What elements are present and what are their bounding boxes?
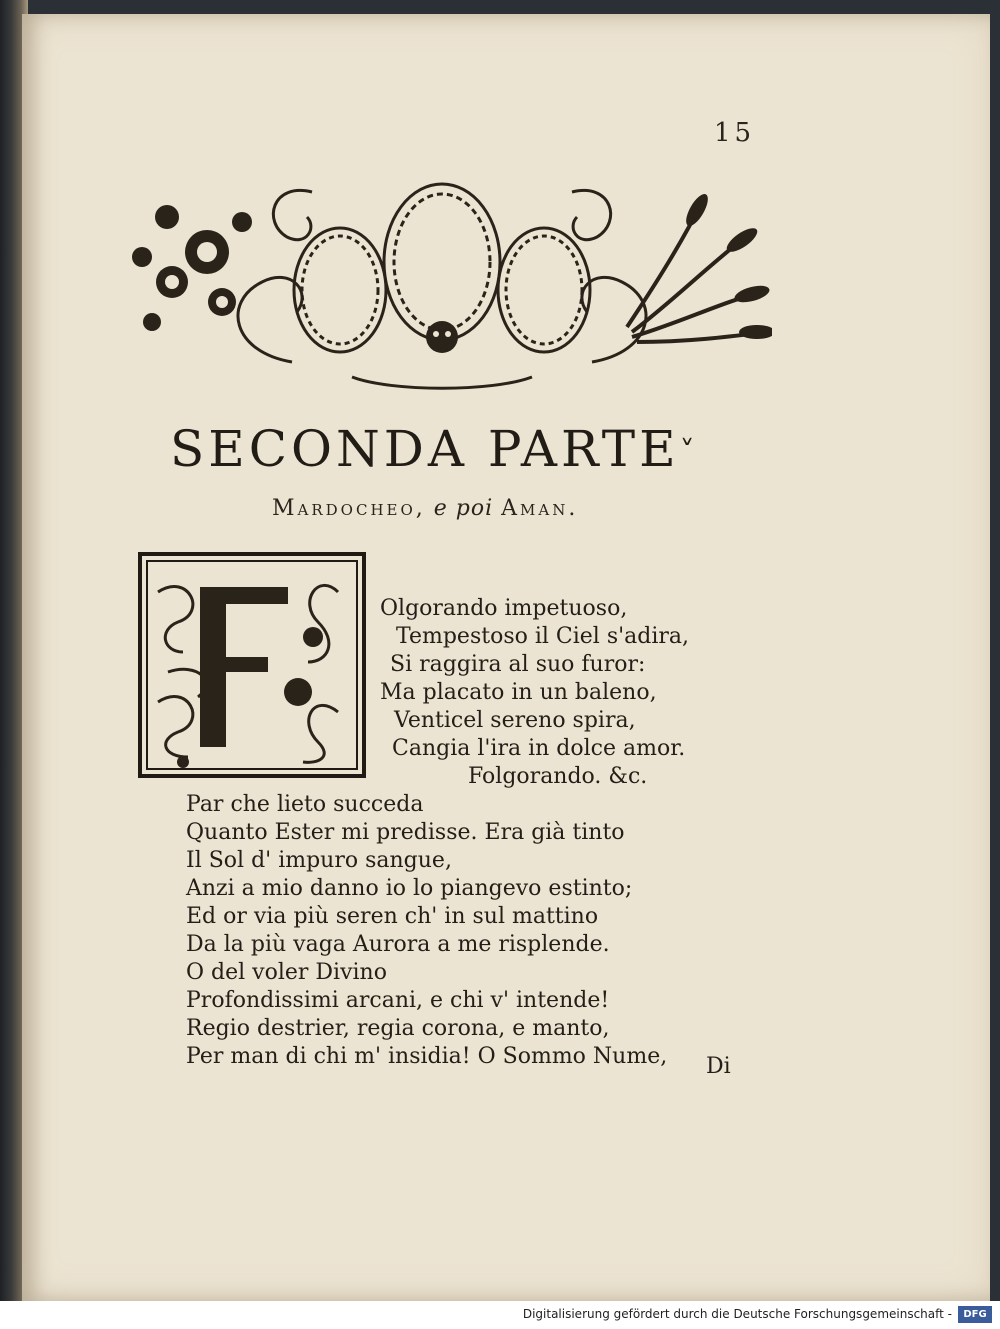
decorated-initial-F-icon bbox=[138, 552, 366, 778]
page-title-text: SECONDA PARTE bbox=[170, 420, 680, 478]
recitative-line: Il Sol d' impuro sangue, bbox=[186, 848, 452, 873]
recitative-line: Anzi a mio danno io lo piangevo estinto; bbox=[186, 876, 633, 901]
recitative-line: Par che lieto succeda bbox=[186, 792, 424, 817]
aria-refrain: Folgorando. &c. bbox=[468, 764, 648, 789]
title-mark: ˅ bbox=[679, 435, 699, 470]
aria-line: Cangia l'ira in dolce amor. bbox=[392, 736, 686, 761]
aria-line: Ma placato in un baleno, bbox=[380, 680, 657, 705]
recitative-line: O del voler Divino bbox=[186, 960, 387, 985]
recitative-line: Quanto Ester mi predisse. Era già tinto bbox=[186, 820, 625, 845]
recitative-line: Ed or via più seren ch' in sul mattino bbox=[186, 904, 599, 929]
speaker-mardocheo: Mardocheo, bbox=[272, 496, 426, 521]
recitative-line: Da la più vaga Aurora a me risplende. bbox=[186, 932, 610, 957]
page-title bbox=[170, 420, 730, 478]
dfg-logo-icon: DFG bbox=[958, 1306, 992, 1323]
page-number: 15 bbox=[714, 118, 756, 148]
recitative-line: Per man di chi m' insidia! O Sommo Nume, bbox=[186, 1044, 668, 1069]
aria-line: Venticel sereno spira, bbox=[394, 708, 636, 733]
aria-line: Tempestoso il Ciel s'adira, bbox=[396, 624, 690, 649]
speaker-connector: e poi bbox=[433, 496, 494, 521]
recitative-line: Regio destrier, regia corona, e manto, bbox=[186, 1016, 610, 1041]
recitative-line: Profondissimi arcani, e chi v' intende! bbox=[186, 988, 610, 1013]
speaker-aman: Aman. bbox=[501, 496, 579, 521]
catchword: Di bbox=[706, 1054, 731, 1079]
aria-line: Olgorando impetuoso, bbox=[380, 596, 628, 621]
floral-wreath-ornament-icon bbox=[112, 162, 772, 392]
aria-line: Si raggira al suo furor: bbox=[390, 652, 646, 677]
digitization-footer bbox=[0, 1301, 1000, 1329]
footer-credit: Digitalisierung gefördert durch die Deutsche Forschungsgemeinschaft - bbox=[522, 1307, 952, 1321]
speaker-line bbox=[272, 496, 578, 521]
